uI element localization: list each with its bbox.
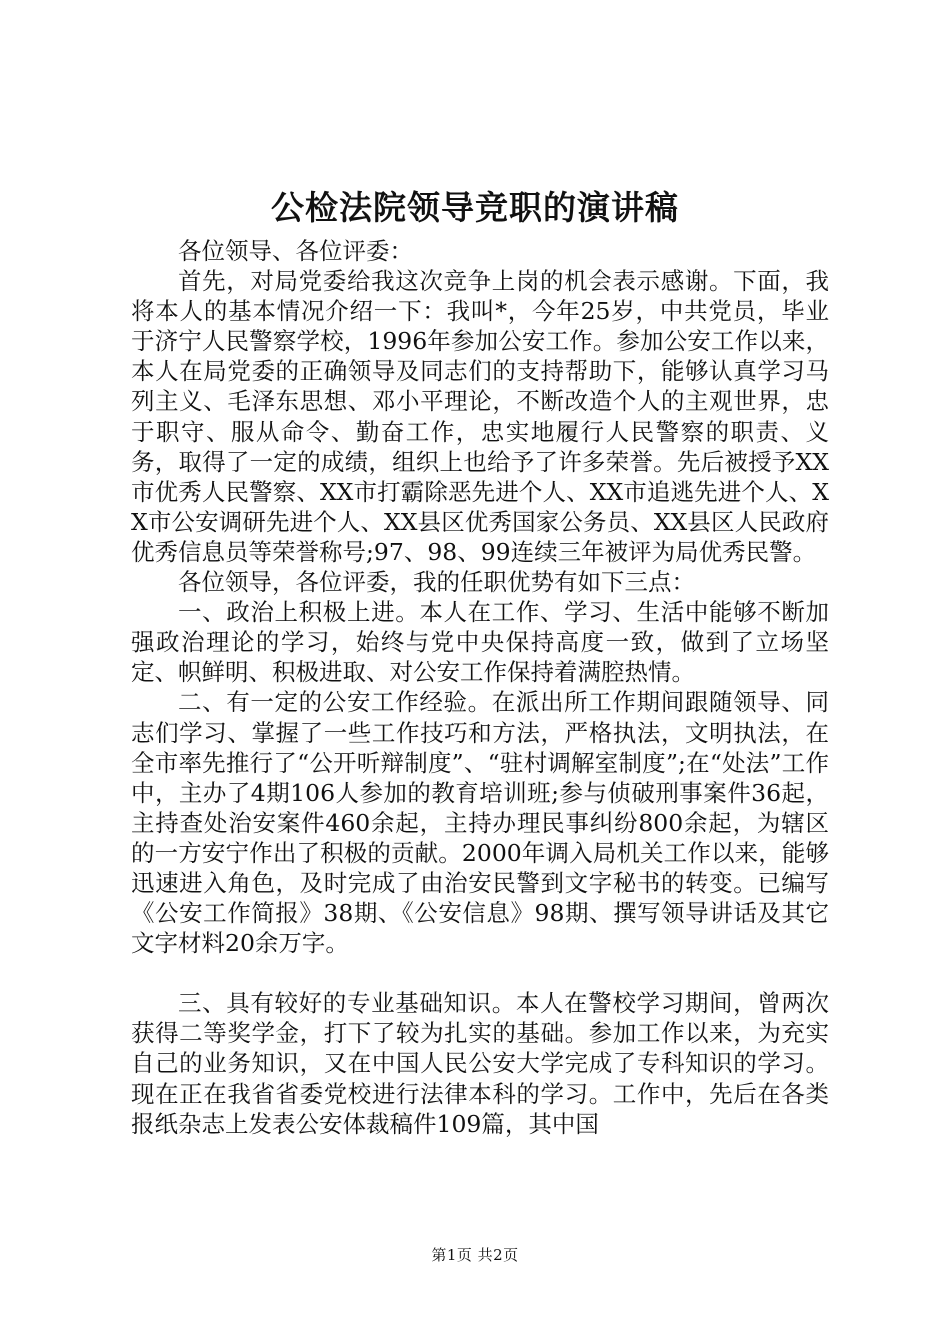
- introduction-paragraph: 首先，对局党委给我这次竞争上岗的机会表示感谢。下面，我将本人的基本情况介绍一下：我叫*，今年25岁，中共党员，毕业于济宁人民警察学校，1996年参加公安工作。参加公安工作以来，本人在局党委的正确领导及同志们的支持帮助下，能够认真学习马列主义、毛泽东思想、邓小平理论，不断改造个人的主观世界，忠于职守、服从命令、勤奋工作，忠实地履行人民警察的职责、义务，取得了一定的成绩，组织上也给予了许多荣誉。先后被授予XX市优秀人民警察、XX市打霸除恶先进个人、XX市追逃先进个人、XX市公安调研先进个人、XX县区优秀国家公务员、XX县区人民政府优秀信息员等荣誉称号;97、98、99连续三年被评为局优秀民警。: [131, 267, 829, 566]
- advantages-intro-paragraph: 各位领导，各位评委，我的任职优势有如下三点：: [178, 568, 695, 597]
- salutation-paragraph: 各位领导、各位评委：: [178, 237, 413, 265]
- advantage-one-paragraph: 一、政治上积极上进。本人在工作、学习、生活中能够不断加强政治理论的学习，始终与党中央保持高度一致，做到了立场坚定、帜鲜明、积极进取、对公安工作保持着满腔热情。: [131, 598, 829, 687]
- advantage-three-paragraph: 三、具有较好的专业基础知识。本人在警校学习期间，曾两次获得二等奖学金，打下了较为扎实的基础。参加工作以来，为充实自己的业务知识，又在中国人民公安大学完成了专科知识的学习。现在正在我省省委党校进行法律本科的学习。工作中，先后在各类报纸杂志上发表公安体裁稿件109篇，其中国: [131, 989, 829, 1138]
- document-title: 公检法院领导竞职的演讲稿: [271, 188, 679, 227]
- page-footer: 第1页 共2页: [431, 1246, 519, 1264]
- document-body: [131, 236, 829, 1139]
- advantage-two-paragraph: 二、有一定的公安工作经验。在派出所工作期间跟随领导、同志们学习、掌握了一些工作技巧和方法，严格执法，文明执法，在全市率先推行了“公开听辩制度”、“驻村调解室制度”;在“处法”工作中，主办了4期106人参加的教育培训班;参与侦破刑事案件36起，主持查处治安案件460余起，主持办理民事纠纷800余起，为辖区的一方安宁作出了积极的贡献。2000年调入局机关工作以来，能够迅速进入角色，及时完成了由治安民警到文字秘书的转变。已编写《公安工作简报》38期、《公安信息》98期、撰写领导讲话及其它文字材料20余万字。: [131, 688, 829, 958]
